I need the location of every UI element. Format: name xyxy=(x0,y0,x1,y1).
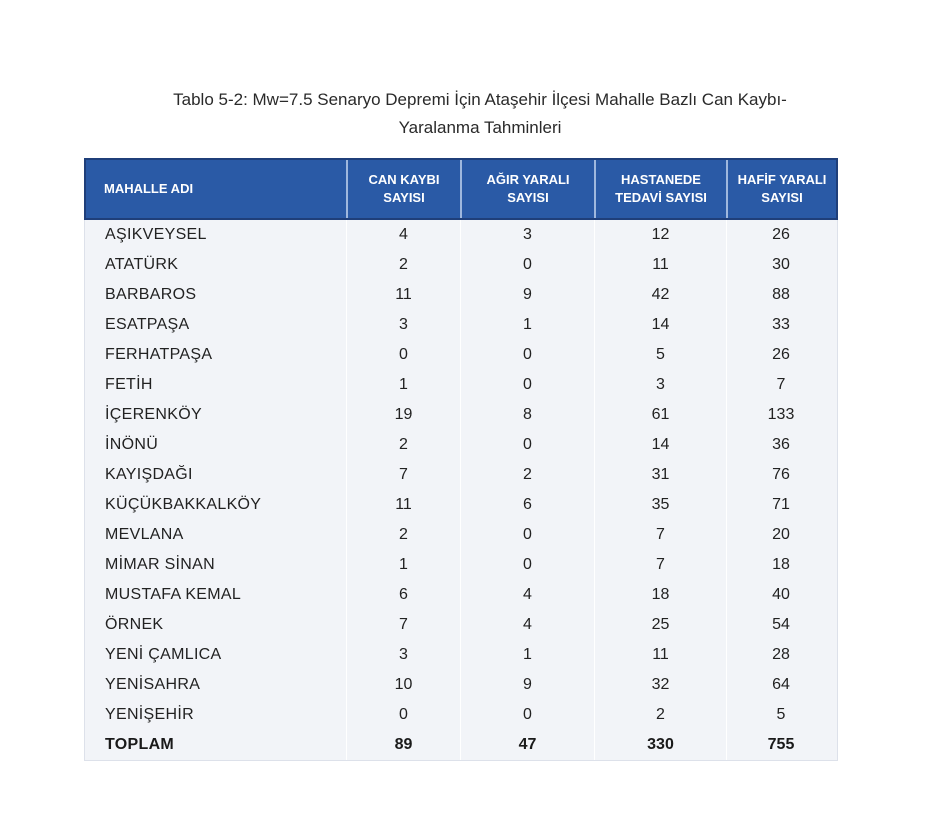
agir-yarali-cell: 2 xyxy=(461,460,595,490)
hafif-yarali-cell: 54 xyxy=(772,616,790,633)
mahalle-name-cell: ESATPAŞA xyxy=(85,310,347,340)
hastanede-tedavi-cell: 14 xyxy=(595,310,727,340)
hastanede-tedavi-cell: 14 xyxy=(595,430,727,460)
table-row xyxy=(85,340,837,370)
hafif-yarali-cell: 28 xyxy=(772,646,790,663)
hastanede-tedavi-cell: 12 xyxy=(595,220,727,250)
hafif-yarali-cell: 36 xyxy=(772,436,790,453)
header-can-kaybi: CAN KAYBI SAYISI xyxy=(348,160,462,218)
mahalle-name-cell: YENİ ÇAMLICA xyxy=(85,640,347,670)
hastanede-tedavi-cell: 3 xyxy=(595,370,727,400)
agir-yarali-cell: 9 xyxy=(461,280,595,310)
hafif-yarali-cell: 26 xyxy=(772,346,790,363)
table-body xyxy=(84,220,838,761)
hafif-yarali-cell: 26 xyxy=(772,226,790,243)
header-mahalle-adi: MAHALLE ADI xyxy=(86,160,348,218)
total-hafif-yarali-cell: 755 xyxy=(767,736,795,753)
table-total-row xyxy=(85,730,837,760)
agir-yarali-cell: 3 xyxy=(461,220,595,250)
agir-yarali-cell: 1 xyxy=(461,310,595,340)
hafif-yarali-cell: 88 xyxy=(772,286,790,303)
mahalle-name-cell: YENİSAHRA xyxy=(85,670,347,700)
can-kaybi-cell: 2 xyxy=(347,430,461,460)
hafif-yarali-cell: 33 xyxy=(772,316,790,333)
mahalle-name-cell: BARBAROS xyxy=(85,280,347,310)
caption-line-1: Tablo 5-2: Mw=7.5 Senaryo Depremi İçin Ataşehir İlçesi Mahalle Bazlı Can Kaybı- xyxy=(173,90,787,109)
hafif-yarali-cell: 64 xyxy=(772,676,790,693)
casualty-table xyxy=(84,158,838,761)
agir-yarali-cell: 4 xyxy=(461,580,595,610)
can-kaybi-cell: 10 xyxy=(347,670,461,700)
table-row xyxy=(85,460,837,490)
caption-line-2: Yaralanma Tahminleri xyxy=(398,118,562,137)
table-row xyxy=(85,310,837,340)
table-header-row xyxy=(84,158,838,220)
hastanede-tedavi-cell: 7 xyxy=(595,550,727,580)
agir-yarali-cell: 0 xyxy=(461,700,595,730)
hafif-yarali-cell: 7 xyxy=(776,376,786,393)
agir-yarali-cell: 0 xyxy=(461,340,595,370)
table-row xyxy=(85,250,837,280)
can-kaybi-cell: 0 xyxy=(347,700,461,730)
hafif-yarali-cell: 30 xyxy=(772,256,790,273)
can-kaybi-cell: 3 xyxy=(347,310,461,340)
table-row xyxy=(85,670,837,700)
hastanede-tedavi-cell: 11 xyxy=(595,640,727,670)
mahalle-name-cell: KAYIŞDAĞI xyxy=(85,460,347,490)
agir-yarali-cell: 4 xyxy=(461,610,595,640)
mahalle-name-cell: MUSTAFA KEMAL xyxy=(85,580,347,610)
table-row xyxy=(85,280,837,310)
hastanede-tedavi-cell: 18 xyxy=(595,580,727,610)
hafif-yarali-cell: 133 xyxy=(767,406,795,423)
mahalle-name-cell: İNÖNÜ xyxy=(85,430,347,460)
header-hafif-yarali: HAFİF YARALI SAYISI xyxy=(737,172,827,205)
mahalle-name-cell: YENİŞEHİR xyxy=(85,700,347,730)
table-row xyxy=(85,400,837,430)
mahalle-name-cell: İÇERENKÖY xyxy=(85,400,347,430)
mahalle-name-cell: MİMAR SİNAN xyxy=(85,550,347,580)
table-row xyxy=(85,610,837,640)
table-row xyxy=(85,220,837,250)
mahalle-name-cell: FETİH xyxy=(85,370,347,400)
header-hastanede-tedavi: HASTANEDE TEDAVİ SAYISI xyxy=(596,160,728,218)
table-caption xyxy=(60,86,900,142)
hastanede-tedavi-cell: 61 xyxy=(595,400,727,430)
agir-yarali-cell: 6 xyxy=(461,490,595,520)
table-row xyxy=(85,550,837,580)
agir-yarali-cell: 1 xyxy=(461,640,595,670)
table-row xyxy=(85,580,837,610)
can-kaybi-cell: 2 xyxy=(347,250,461,280)
hafif-yarali-cell: 71 xyxy=(772,496,790,513)
hafif-yarali-cell: 40 xyxy=(772,586,790,603)
hastanede-tedavi-cell: 5 xyxy=(595,340,727,370)
hafif-yarali-cell: 5 xyxy=(776,706,786,723)
can-kaybi-cell: 1 xyxy=(347,550,461,580)
agir-yarali-cell: 8 xyxy=(461,400,595,430)
can-kaybi-cell: 19 xyxy=(347,400,461,430)
agir-yarali-cell: 0 xyxy=(461,550,595,580)
agir-yarali-cell: 9 xyxy=(461,670,595,700)
hastanede-tedavi-cell: 7 xyxy=(595,520,727,550)
hafif-yarali-cell: 18 xyxy=(772,556,790,573)
can-kaybi-cell: 2 xyxy=(347,520,461,550)
can-kaybi-cell: 4 xyxy=(347,220,461,250)
can-kaybi-cell: 3 xyxy=(347,640,461,670)
hastanede-tedavi-cell: 11 xyxy=(595,250,727,280)
can-kaybi-cell: 7 xyxy=(347,610,461,640)
header-agir-yarali: AĞIR YARALI SAYISI xyxy=(462,160,596,218)
total-label-cell: TOPLAM xyxy=(85,730,347,760)
hafif-yarali-cell: 20 xyxy=(772,526,790,543)
table-row xyxy=(85,700,837,730)
hastanede-tedavi-cell: 35 xyxy=(595,490,727,520)
mahalle-name-cell: MEVLANA xyxy=(85,520,347,550)
total-can-kaybi-cell: 89 xyxy=(347,730,461,760)
table-row xyxy=(85,430,837,460)
can-kaybi-cell: 11 xyxy=(347,280,461,310)
total-agir-yarali-cell: 47 xyxy=(461,730,595,760)
can-kaybi-cell: 1 xyxy=(347,370,461,400)
table-row xyxy=(85,490,837,520)
agir-yarali-cell: 0 xyxy=(461,370,595,400)
hastanede-tedavi-cell: 31 xyxy=(595,460,727,490)
can-kaybi-cell: 6 xyxy=(347,580,461,610)
hafif-yarali-cell: 76 xyxy=(772,466,790,483)
agir-yarali-cell: 0 xyxy=(461,430,595,460)
mahalle-name-cell: ATATÜRK xyxy=(85,250,347,280)
table-row xyxy=(85,520,837,550)
mahalle-name-cell: ÖRNEK xyxy=(85,610,347,640)
total-hastanede-tedavi-cell: 330 xyxy=(595,730,727,760)
agir-yarali-cell: 0 xyxy=(461,520,595,550)
mahalle-name-cell: KÜÇÜKBAKKALKÖY xyxy=(85,490,347,520)
mahalle-name-cell: AŞIKVEYSEL xyxy=(85,220,347,250)
table-row xyxy=(85,370,837,400)
hastanede-tedavi-cell: 32 xyxy=(595,670,727,700)
can-kaybi-cell: 0 xyxy=(347,340,461,370)
mahalle-name-cell: FERHATPAŞA xyxy=(85,340,347,370)
hastanede-tedavi-cell: 2 xyxy=(595,700,727,730)
table-row xyxy=(85,640,837,670)
can-kaybi-cell: 7 xyxy=(347,460,461,490)
hastanede-tedavi-cell: 42 xyxy=(595,280,727,310)
can-kaybi-cell: 11 xyxy=(347,490,461,520)
hastanede-tedavi-cell: 25 xyxy=(595,610,727,640)
agir-yarali-cell: 0 xyxy=(461,250,595,280)
